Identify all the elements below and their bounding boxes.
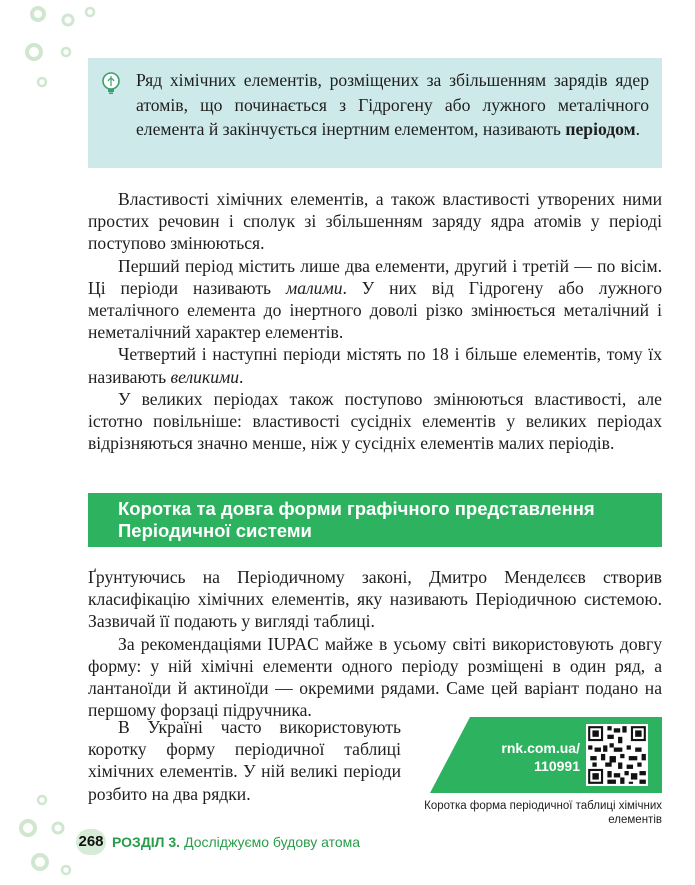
definition-text xyxy=(136,68,649,142)
definition-text-main: Ряд хімічних елементів, розміщених за збільшенням зарядів ядер атомів, що починається з Гідрогену або лужного металічного елемента й закінчується інертним елементом, називають xyxy=(136,70,649,139)
qr-caption: Коротка форма періодичної таблиці хімічних елементів xyxy=(424,800,662,826)
decorative-dots-bottom xyxy=(0,790,80,885)
page-footer xyxy=(76,829,360,855)
emphasis-term: великими xyxy=(170,366,240,387)
qr-site: rnk.com.ua/ xyxy=(501,740,580,756)
chapter-title: Досліджуємо будову атома xyxy=(184,834,361,850)
paragraph: Ґрунтуючись на Періодичному законі, Дмитро Менделєєв створив класифікацію хімічних елементів, яку називають Періодичною системою. Зазвичай її подають у вигляді таблиці. xyxy=(88,567,662,632)
paragraph-text: . У них від Гідрогену або лужного металічного елемента до інертного доволі різко змінюється металічний і неметалічний характер елементів. xyxy=(88,277,662,343)
definition-term: періодом xyxy=(565,119,636,139)
paragraph: За рекомендаціями IUPAC майже в усьому світі використовують довгу форму: у ній хімічні елементи одного періоду розміщені в один ряд, а лантаноїди й актиноїди — окремими рядами. Саме цей варіант подано на першому форзаці підручника. xyxy=(88,633,662,721)
paragraph xyxy=(88,343,662,387)
qr-link-text[interactable] xyxy=(488,739,580,775)
definition-text-end: . xyxy=(635,119,641,139)
qr-link-box[interactable] xyxy=(430,717,662,793)
paragraph-text: Четвертий і наступні періоди містять по 18 і більше елементів, тому їх називають xyxy=(88,344,662,387)
paragraph-text: Перший період містить лише два елементи, другий і третій — по вісім. Ці періоди називають xyxy=(88,255,662,298)
qr-code-icon[interactable] xyxy=(586,724,648,786)
paragraph: У великих періодах також поступово змінюються властивості, але істотно повільніше: властивості сусідніх елементів у великих періодах відрізняються значно менше, ніж у сусідніх елементів малих періодів. xyxy=(88,388,662,454)
emphasis-term: малими xyxy=(285,277,343,298)
paragraph xyxy=(88,255,662,344)
paragraph: Властивості хімічних елементів, а також властивості утворених ними простих речовин і сполук зі збільшенням заряду ядра атомів у періоді поступово змінюються. xyxy=(88,189,662,254)
body-text-block-2 xyxy=(88,566,662,721)
definition-box xyxy=(88,58,662,168)
body-text-block-1 xyxy=(88,188,662,454)
chapter-label: РОЗДІЛ 3. xyxy=(112,834,181,850)
lightbulb-brain-icon xyxy=(99,71,123,95)
qr-code-number: 110991 xyxy=(534,758,580,774)
page-number: 268 xyxy=(76,829,106,855)
paragraph-text: . xyxy=(239,366,244,387)
body-text-block-3 xyxy=(88,716,401,805)
paragraph: В Україні часто використовують коротку форму періодичної таблиці хімічних елементів. У ній великі періоди розбито на два рядки. xyxy=(88,717,401,804)
section-heading: Коротка та довга форми графічного представлення Періодичної системи xyxy=(88,493,662,547)
